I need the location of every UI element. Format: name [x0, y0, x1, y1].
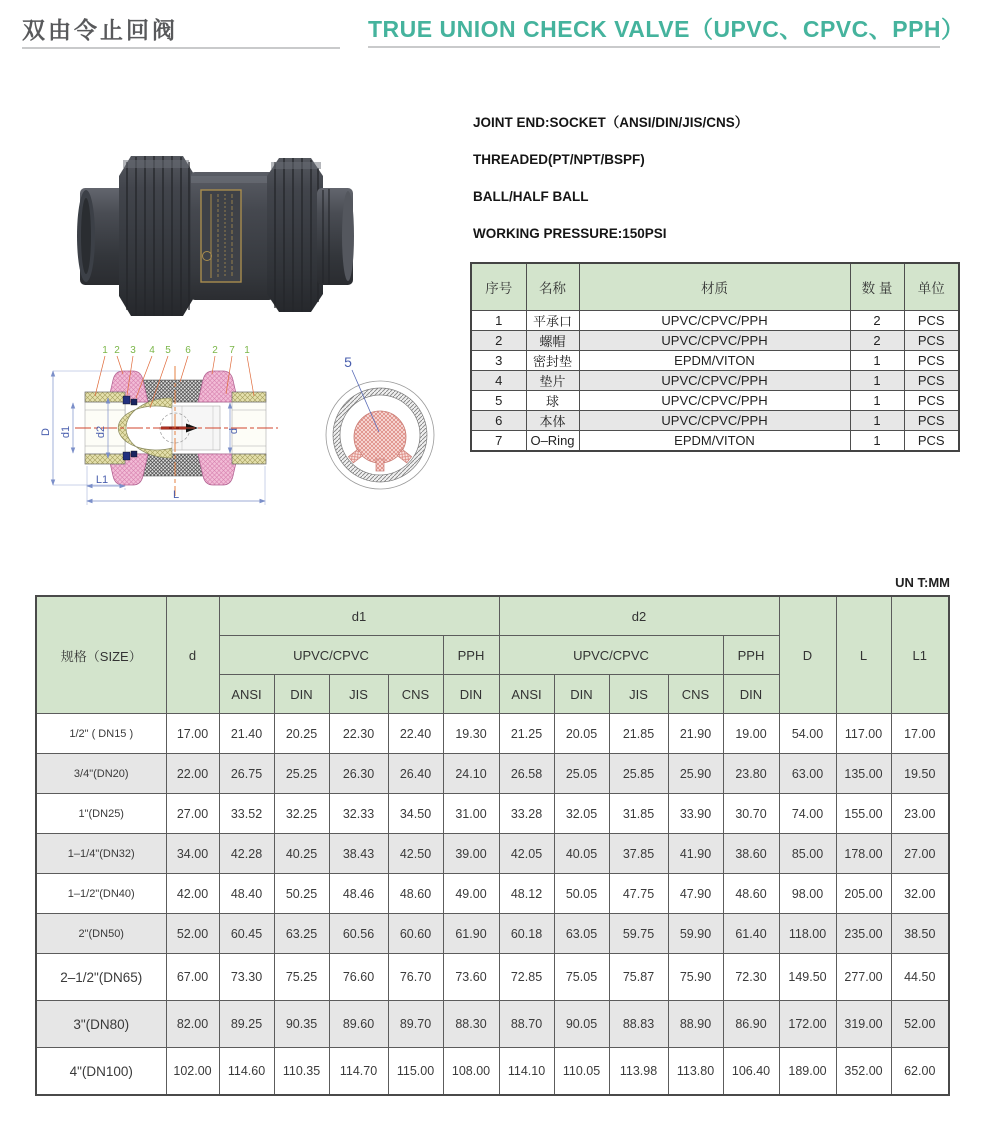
- part-name: O–Ring: [526, 431, 579, 452]
- dim-value: 49.00: [443, 874, 499, 914]
- part-name: 密封垫: [526, 351, 579, 371]
- dim-value: 88.90: [668, 1001, 723, 1048]
- dim-std-d2-jis: JIS: [609, 675, 668, 714]
- dim-value: 73.30: [219, 954, 274, 1001]
- dimension-table: [35, 595, 950, 1096]
- callout-2: 2: [114, 345, 120, 356]
- dim-value: 76.70: [388, 954, 443, 1001]
- part-qty: 1: [850, 411, 904, 431]
- callout-1b: 1: [244, 345, 250, 356]
- dim-value: 75.90: [668, 954, 723, 1001]
- dim-value: 17.00: [891, 714, 949, 754]
- dim-value: 102.00: [166, 1048, 219, 1096]
- dim-value: 135.00: [836, 754, 891, 794]
- dim-value: 37.85: [609, 834, 668, 874]
- dim-value: 88.30: [443, 1001, 499, 1048]
- parts-col-name: 名称: [526, 263, 579, 311]
- dim-std-d1-pph-din: DIN: [443, 675, 499, 714]
- dim-value: 89.25: [219, 1001, 274, 1048]
- dim-value: 27.00: [891, 834, 949, 874]
- parts-table-row: [471, 391, 959, 411]
- section-view-callout-5: 5: [344, 354, 352, 370]
- dim-std-d2-pph-din: DIN: [723, 675, 779, 714]
- dim-value: 17.00: [166, 714, 219, 754]
- dim-value: 38.50: [891, 914, 949, 954]
- callout-4: 4: [149, 345, 155, 356]
- dim-value: 22.40: [388, 714, 443, 754]
- dim-group-d2: d2: [499, 596, 779, 636]
- dim-value: 67.00: [166, 954, 219, 1001]
- dim-std-d1-ansi: ANSI: [219, 675, 274, 714]
- dimension-table-row: [36, 1048, 949, 1096]
- dim-value: 21.40: [219, 714, 274, 754]
- part-no: 4: [471, 371, 526, 391]
- part-qty: 1: [850, 351, 904, 371]
- ball-section-view: [326, 354, 434, 489]
- dim-value: 82.00: [166, 1001, 219, 1048]
- dimension-table-row: [36, 874, 949, 914]
- dim-value: 62.00: [891, 1048, 949, 1096]
- part-unit: PCS: [904, 311, 959, 331]
- dim-std-d1-jis: JIS: [329, 675, 388, 714]
- dim-value: 50.05: [554, 874, 609, 914]
- dim-value: 113.98: [609, 1048, 668, 1096]
- dim-value: 42.00: [166, 874, 219, 914]
- parts-table: [470, 262, 960, 452]
- spec-working-pressure: WORKING PRESSURE:150PSI: [473, 226, 667, 241]
- dim-value: 76.60: [329, 954, 388, 1001]
- part-material: EPDM/VITON: [579, 431, 850, 452]
- dim-value: 33.90: [668, 794, 723, 834]
- title-underline-left: [22, 47, 340, 49]
- dim-value: 72.85: [499, 954, 554, 1001]
- parts-col-unit: 单位: [904, 263, 959, 311]
- dimension-table-row: [36, 954, 949, 1001]
- dim-value: 25.90: [668, 754, 723, 794]
- dim-value: 54.00: [779, 714, 836, 754]
- callout-3: 3: [130, 345, 136, 356]
- parts-col-material: 材质: [579, 263, 850, 311]
- part-qty: 1: [850, 431, 904, 452]
- valve-right-union-nut: [267, 158, 323, 312]
- part-name: 平承口: [526, 311, 579, 331]
- dim-std-d2-din: DIN: [554, 675, 609, 714]
- part-qty: 2: [850, 311, 904, 331]
- dim-value: 172.00: [779, 1001, 836, 1048]
- dim-value: 352.00: [836, 1048, 891, 1096]
- dim-value: 38.60: [723, 834, 779, 874]
- part-qty: 1: [850, 391, 904, 411]
- dim-value: 48.12: [499, 874, 554, 914]
- technical-drawing: [30, 340, 450, 525]
- dim-size: 4"(DN100): [36, 1048, 166, 1096]
- dim-group-d2-upvc-cpvc: UPVC/CPVC: [499, 636, 723, 675]
- dim-value: 89.60: [329, 1001, 388, 1048]
- dim-value: 25.05: [554, 754, 609, 794]
- dim-value: 115.00: [388, 1048, 443, 1096]
- dim-value: 30.70: [723, 794, 779, 834]
- callout-6: 6: [185, 345, 191, 356]
- part-material: UPVC/CPVC/PPH: [579, 331, 850, 351]
- part-no: 5: [471, 391, 526, 411]
- valve-right-socket: [317, 188, 354, 285]
- dim-value: 63.05: [554, 914, 609, 954]
- parts-col-qty: 数 量: [850, 263, 904, 311]
- part-no: 3: [471, 351, 526, 371]
- dim-value: 60.56: [329, 914, 388, 954]
- dim-value: 118.00: [779, 914, 836, 954]
- page-title-english: TRUE UNION CHECK VALVE（UPVC、CPVC、PPH）: [368, 16, 965, 42]
- dim-value: 40.25: [274, 834, 329, 874]
- dim-value: 48.60: [723, 874, 779, 914]
- dim-size: 2–1/2"(DN65): [36, 954, 166, 1001]
- dim-value: 73.60: [443, 954, 499, 1001]
- dim-std-d1-cns: CNS: [388, 675, 443, 714]
- dimension-table-row: [36, 714, 949, 754]
- dim-value: 50.25: [274, 874, 329, 914]
- part-no: 6: [471, 411, 526, 431]
- dim-value: 75.25: [274, 954, 329, 1001]
- dim-value: 32.25: [274, 794, 329, 834]
- dim-value: 85.00: [779, 834, 836, 874]
- part-name: 本体: [526, 411, 579, 431]
- part-no: 1: [471, 311, 526, 331]
- dim-value: 277.00: [836, 954, 891, 1001]
- dim-value: 72.30: [723, 954, 779, 1001]
- dimension-table-row: [36, 794, 949, 834]
- dim-label-d: d: [228, 427, 240, 435]
- parts-table-row: [471, 311, 959, 331]
- dim-value: 74.00: [779, 794, 836, 834]
- dim-value: 108.00: [443, 1048, 499, 1096]
- dim-value: 60.18: [499, 914, 554, 954]
- dim-value: 21.90: [668, 714, 723, 754]
- dim-value: 22.30: [329, 714, 388, 754]
- dim-group-d1-upvc-cpvc: UPVC/CPVC: [219, 636, 443, 675]
- spec-threaded: THREADED(PT/NPT/BSPF): [473, 152, 645, 167]
- dim-label-L: L: [172, 489, 180, 501]
- dim-value: 235.00: [836, 914, 891, 954]
- parts-table-row: [471, 411, 959, 431]
- dim-value: 33.52: [219, 794, 274, 834]
- parts-col-no: 序号: [471, 263, 526, 311]
- dim-value: 20.05: [554, 714, 609, 754]
- part-unit: PCS: [904, 351, 959, 371]
- dim-value: 25.85: [609, 754, 668, 794]
- dim-value: 34.50: [388, 794, 443, 834]
- dim-value: 60.60: [388, 914, 443, 954]
- part-unit: PCS: [904, 331, 959, 351]
- dim-group-d1: d1: [219, 596, 499, 636]
- dim-group-d2-pph: PPH: [723, 636, 779, 675]
- dim-std-d2-cns: CNS: [668, 675, 723, 714]
- part-name: 螺帽: [526, 331, 579, 351]
- dim-size: 1–1/4"(DN32): [36, 834, 166, 874]
- dim-value: 106.40: [723, 1048, 779, 1096]
- dim-value: 63.25: [274, 914, 329, 954]
- part-unit: PCS: [904, 431, 959, 452]
- parts-table-row: [471, 331, 959, 351]
- dim-value: 26.75: [219, 754, 274, 794]
- dim-value: 61.90: [443, 914, 499, 954]
- dim-value: 205.00: [836, 874, 891, 914]
- dim-value: 88.83: [609, 1001, 668, 1048]
- dim-label-D: D: [40, 428, 52, 436]
- part-no: 7: [471, 431, 526, 452]
- dim-value: 19.50: [891, 754, 949, 794]
- dim-value: 40.05: [554, 834, 609, 874]
- dim-value: 75.05: [554, 954, 609, 1001]
- dimension-table-row: [36, 754, 949, 794]
- valve-body: [191, 172, 273, 300]
- dim-value: 32.33: [329, 794, 388, 834]
- dim-value: 117.00: [836, 714, 891, 754]
- dim-value: 48.60: [388, 874, 443, 914]
- spec-joint-end: JOINT END:SOCKET（ANSI/DIN/JIS/CNS）: [473, 115, 749, 130]
- dim-value: 90.35: [274, 1001, 329, 1048]
- dim-value: 38.43: [329, 834, 388, 874]
- callout-5: 5: [165, 345, 171, 356]
- dim-value: 89.70: [388, 1001, 443, 1048]
- dim-value: 114.60: [219, 1048, 274, 1096]
- dim-value: 34.00: [166, 834, 219, 874]
- dim-value: 20.25: [274, 714, 329, 754]
- dim-size: 2"(DN50): [36, 914, 166, 954]
- dim-value: 42.50: [388, 834, 443, 874]
- parts-table-header-row: [471, 263, 959, 311]
- dim-value: 48.40: [219, 874, 274, 914]
- dim-value: 23.80: [723, 754, 779, 794]
- dim-label-d1: d1: [60, 425, 72, 439]
- dim-value: 32.05: [554, 794, 609, 834]
- dim-value: 24.10: [443, 754, 499, 794]
- dim-std-d2-ansi: ANSI: [499, 675, 554, 714]
- parts-table-row: [471, 371, 959, 391]
- dim-value: 47.75: [609, 874, 668, 914]
- part-qty: 2: [850, 331, 904, 351]
- dim-value: 113.80: [668, 1048, 723, 1096]
- parts-table-body: [471, 311, 959, 452]
- part-material: UPVC/CPVC/PPH: [579, 311, 850, 331]
- dim-size: 1–1/2"(DN40): [36, 874, 166, 914]
- dim-value: 319.00: [836, 1001, 891, 1048]
- dim-col-D: D: [779, 596, 836, 714]
- dim-value: 26.40: [388, 754, 443, 794]
- spec-list: [473, 116, 748, 264]
- dim-value: 19.30: [443, 714, 499, 754]
- part-unit: PCS: [904, 411, 959, 431]
- part-no: 2: [471, 331, 526, 351]
- dim-value: 42.28: [219, 834, 274, 874]
- dim-value: 60.45: [219, 914, 274, 954]
- title-underline-right: [368, 46, 940, 48]
- dim-value: 52.00: [891, 1001, 949, 1048]
- dim-size: 3/4"(DN20): [36, 754, 166, 794]
- dim-value: 114.70: [329, 1048, 388, 1096]
- dim-value: 27.00: [166, 794, 219, 834]
- dim-value: 88.70: [499, 1001, 554, 1048]
- dim-size: 1"(DN25): [36, 794, 166, 834]
- dim-value: 48.46: [329, 874, 388, 914]
- dim-value: 155.00: [836, 794, 891, 834]
- dim-value: 25.25: [274, 754, 329, 794]
- dim-value: 19.00: [723, 714, 779, 754]
- dim-col-L1: L1: [891, 596, 949, 714]
- dim-value: 31.00: [443, 794, 499, 834]
- dim-label-d2: d2: [95, 425, 107, 439]
- dimension-table-header: [36, 596, 949, 714]
- dim-value: 44.50: [891, 954, 949, 1001]
- part-name: 球: [526, 391, 579, 411]
- dim-value: 52.00: [166, 914, 219, 954]
- dim-value: 98.00: [779, 874, 836, 914]
- dim-value: 59.90: [668, 914, 723, 954]
- dim-value: 33.28: [499, 794, 554, 834]
- dimension-table-row: [36, 834, 949, 874]
- part-material: EPDM/VITON: [579, 351, 850, 371]
- part-material: UPVC/CPVC/PPH: [579, 371, 850, 391]
- dim-value: 59.75: [609, 914, 668, 954]
- valve-left-union-nut: [119, 156, 195, 316]
- dim-value: 189.00: [779, 1048, 836, 1096]
- dim-value: 23.00: [891, 794, 949, 834]
- dim-size: 3"(DN80): [36, 1001, 166, 1048]
- dimension-table-row: [36, 1001, 949, 1048]
- dimension-table-row: [36, 914, 949, 954]
- dim-value: 178.00: [836, 834, 891, 874]
- part-unit: PCS: [904, 371, 959, 391]
- spec-ball: BALL/HALF BALL: [473, 189, 589, 204]
- callout-1: 1: [102, 345, 108, 356]
- dim-value: 32.00: [891, 874, 949, 914]
- dim-value: 61.40: [723, 914, 779, 954]
- part-unit: PCS: [904, 391, 959, 411]
- dim-std-d1-din: DIN: [274, 675, 329, 714]
- dim-value: 22.00: [166, 754, 219, 794]
- callout-2b: 2: [212, 345, 218, 356]
- dim-col-d: d: [166, 596, 219, 714]
- dim-group-d1-pph: PPH: [443, 636, 499, 675]
- valve-photo: [55, 100, 355, 330]
- part-qty: 1: [850, 371, 904, 391]
- part-name: 垫片: [526, 371, 579, 391]
- dim-col-L: L: [836, 596, 891, 714]
- parts-table-row: [471, 351, 959, 371]
- dim-value: 21.25: [499, 714, 554, 754]
- dim-value: 31.85: [609, 794, 668, 834]
- dim-size: 1/2" ( DN15 ): [36, 714, 166, 754]
- dim-value: 75.87: [609, 954, 668, 1001]
- dim-value: 114.10: [499, 1048, 554, 1096]
- unit-note: UN T:MM: [895, 575, 950, 590]
- dim-value: 110.05: [554, 1048, 609, 1096]
- valve-gold-label: [201, 190, 241, 282]
- callout-7: 7: [229, 345, 235, 356]
- dim-value: 21.85: [609, 714, 668, 754]
- dim-value: 110.35: [274, 1048, 329, 1096]
- dim-value: 41.90: [668, 834, 723, 874]
- dim-label-L1: L1: [95, 474, 109, 486]
- dim-col-size: 规格（SIZE）: [36, 596, 166, 714]
- dim-value: 149.50: [779, 954, 836, 1001]
- dim-value: 26.30: [329, 754, 388, 794]
- dim-value: 86.90: [723, 1001, 779, 1048]
- dim-value: 90.05: [554, 1001, 609, 1048]
- dim-value: 63.00: [779, 754, 836, 794]
- dimension-table-body: [36, 714, 949, 1096]
- dim-value: 39.00: [443, 834, 499, 874]
- part-material: UPVC/CPVC/PPH: [579, 391, 850, 411]
- dim-value: 26.58: [499, 754, 554, 794]
- dim-value: 47.90: [668, 874, 723, 914]
- page-title-chinese: 双由令止回阀: [22, 17, 178, 43]
- part-material: UPVC/CPVC/PPH: [579, 411, 850, 431]
- dim-value: 42.05: [499, 834, 554, 874]
- parts-table-row: [471, 431, 959, 452]
